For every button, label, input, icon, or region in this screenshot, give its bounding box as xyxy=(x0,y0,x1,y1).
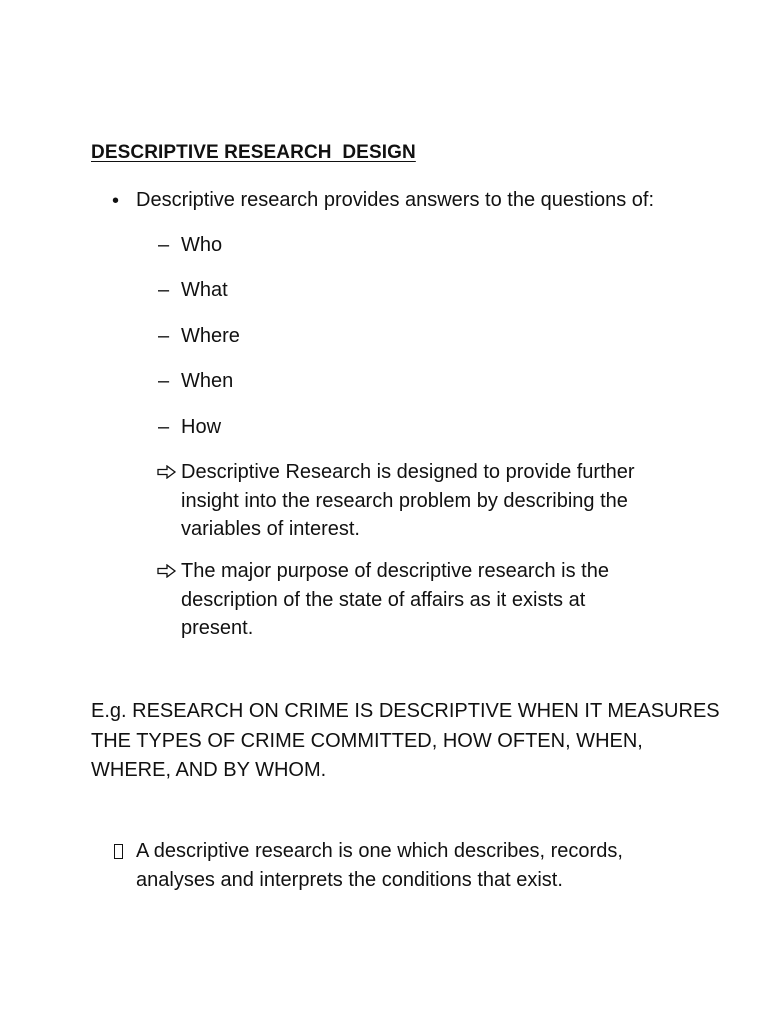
question-item: Where xyxy=(181,325,240,347)
question-item: When xyxy=(181,370,234,392)
arrow-point-line: description of the state of affairs as it exists at xyxy=(181,589,586,611)
document-title: DESCRIPTIVE RESEARCH DESIGN xyxy=(91,142,416,163)
dash-icon: – xyxy=(158,370,170,392)
final-point-line: A descriptive research is one which describes, records, xyxy=(136,840,623,862)
dash-icon: – xyxy=(158,279,170,301)
final-point-line: analyses and interprets the conditions that exist. xyxy=(136,869,563,891)
question-item: How xyxy=(181,416,222,438)
dash-icon: – xyxy=(158,325,170,347)
arrow-point-line: The major purpose of descriptive research is the xyxy=(181,560,609,582)
arrow-point-line: variables of interest. xyxy=(181,518,360,540)
example-line: WHERE, AND BY WHOM. xyxy=(91,759,327,781)
arrow-point-line: insight into the research problem by describing the xyxy=(181,490,628,512)
arrow-right-outline-icon xyxy=(157,465,177,479)
box-bullet-icon xyxy=(114,844,123,859)
example-line: THE TYPES OF CRIME COMMITTED, HOW OFTEN, WHEN, xyxy=(91,730,643,752)
arrow-point-line: present. xyxy=(181,617,254,639)
bullet-dot-icon: • xyxy=(112,190,120,212)
dash-icon: – xyxy=(158,416,170,438)
arrow-right-outline-icon xyxy=(157,564,177,578)
dash-icon: – xyxy=(158,234,170,256)
question-item: Who xyxy=(181,234,223,256)
question-item: What xyxy=(181,279,228,301)
arrow-point-line: Descriptive Research is designed to provide further xyxy=(181,461,635,483)
example-line: E.g. RESEARCH ON CRIME IS DESCRIPTIVE WHEN IT MEASURES xyxy=(91,700,720,722)
bullet-text: Descriptive research provides answers to the questions of: xyxy=(136,189,655,211)
